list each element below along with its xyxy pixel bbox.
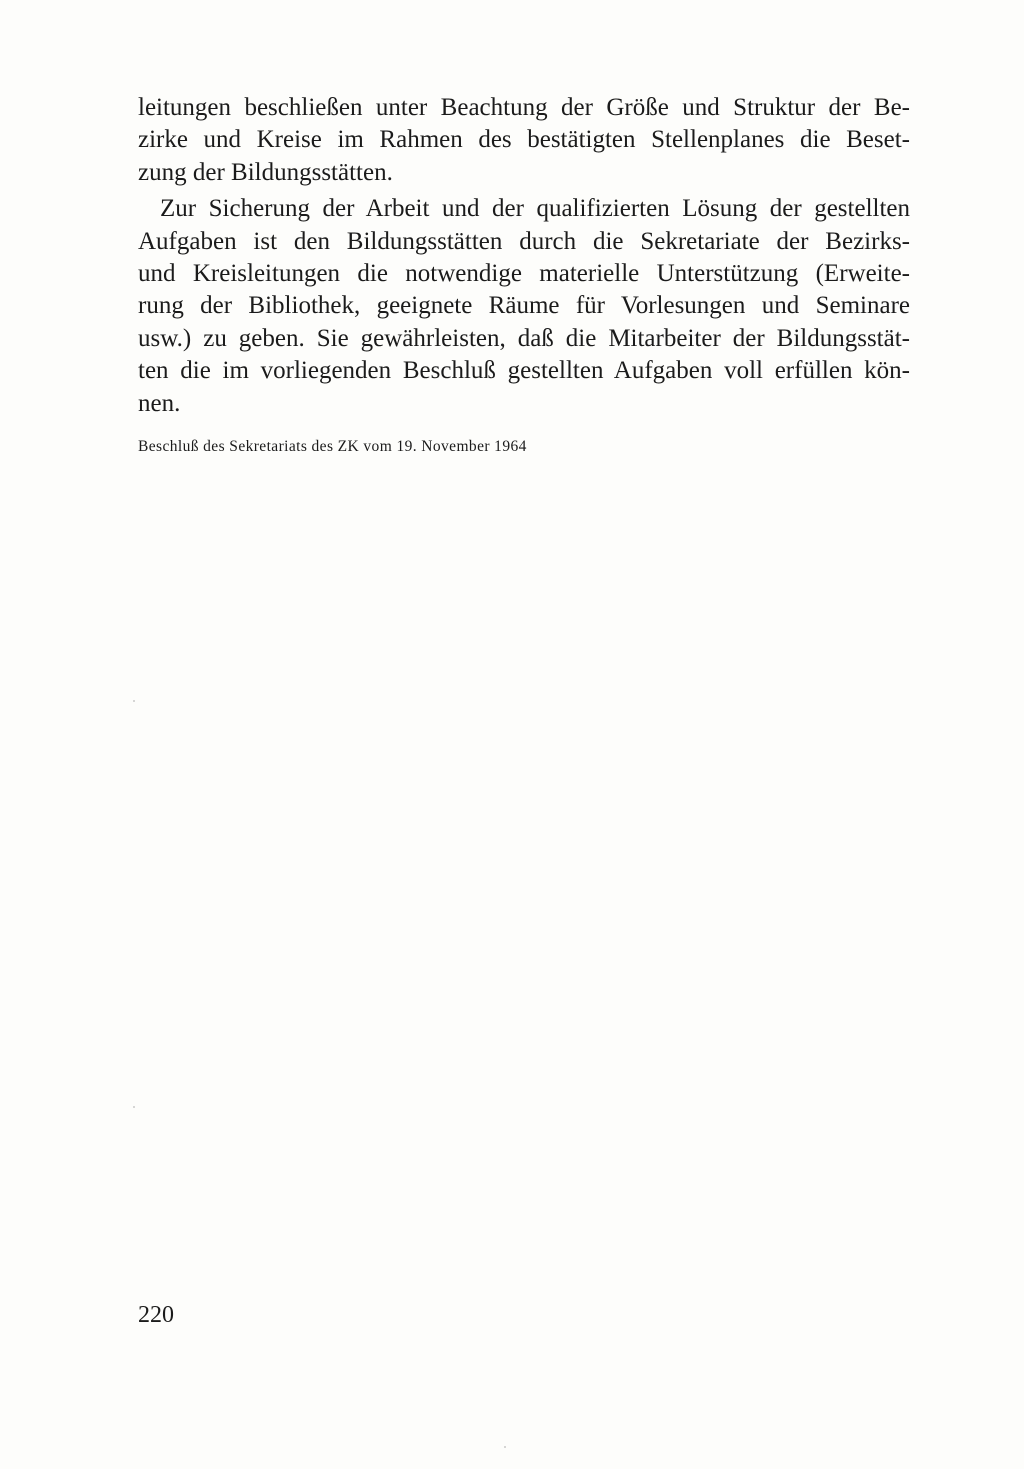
- text-line: und Kreisleitungen die notwendige materielle Unterstützung (Erweite-: [138, 259, 910, 287]
- text-line: usw.) zu geben. Sie gewährleisten, daß die Mitarbeiter der Bildungsstät-: [138, 324, 910, 352]
- text-line: ten die im vorliegenden Beschluß gestellten Aufgaben voll erfüllen kön-: [138, 357, 910, 385]
- scan-speck: [504, 1446, 506, 1448]
- body-text: [138, 92, 910, 420]
- text-line: nen.: [138, 389, 181, 417]
- text-line: zung der Bildungsstätten.: [138, 158, 393, 186]
- page-number: 220: [138, 1302, 174, 1328]
- text-line: rung der Bibliothek, geeignete Räume für Vorlesungen und Seminare: [138, 292, 910, 320]
- paragraph-1: [138, 92, 910, 189]
- scan-speck: [133, 700, 135, 702]
- scan-speck: [133, 1106, 135, 1108]
- text-line: Aufgaben ist den Bildungsstätten durch die Sekretariate der Bezirks-: [138, 227, 910, 255]
- paragraph-2: [138, 193, 910, 420]
- source-note: Beschluß des Sekretariats des ZK vom 19. November 1964: [138, 438, 527, 455]
- text-line: leitungen beschließen unter Beachtung der Größe und Struktur der Be-: [138, 94, 910, 121]
- text-line: Zur Sicherung der Arbeit und der qualifizierten Lösung der gestellten: [160, 195, 910, 223]
- text-line: zirke und Kreise im Rahmen des bestätigten Stellenplanes die Beset-: [138, 126, 910, 154]
